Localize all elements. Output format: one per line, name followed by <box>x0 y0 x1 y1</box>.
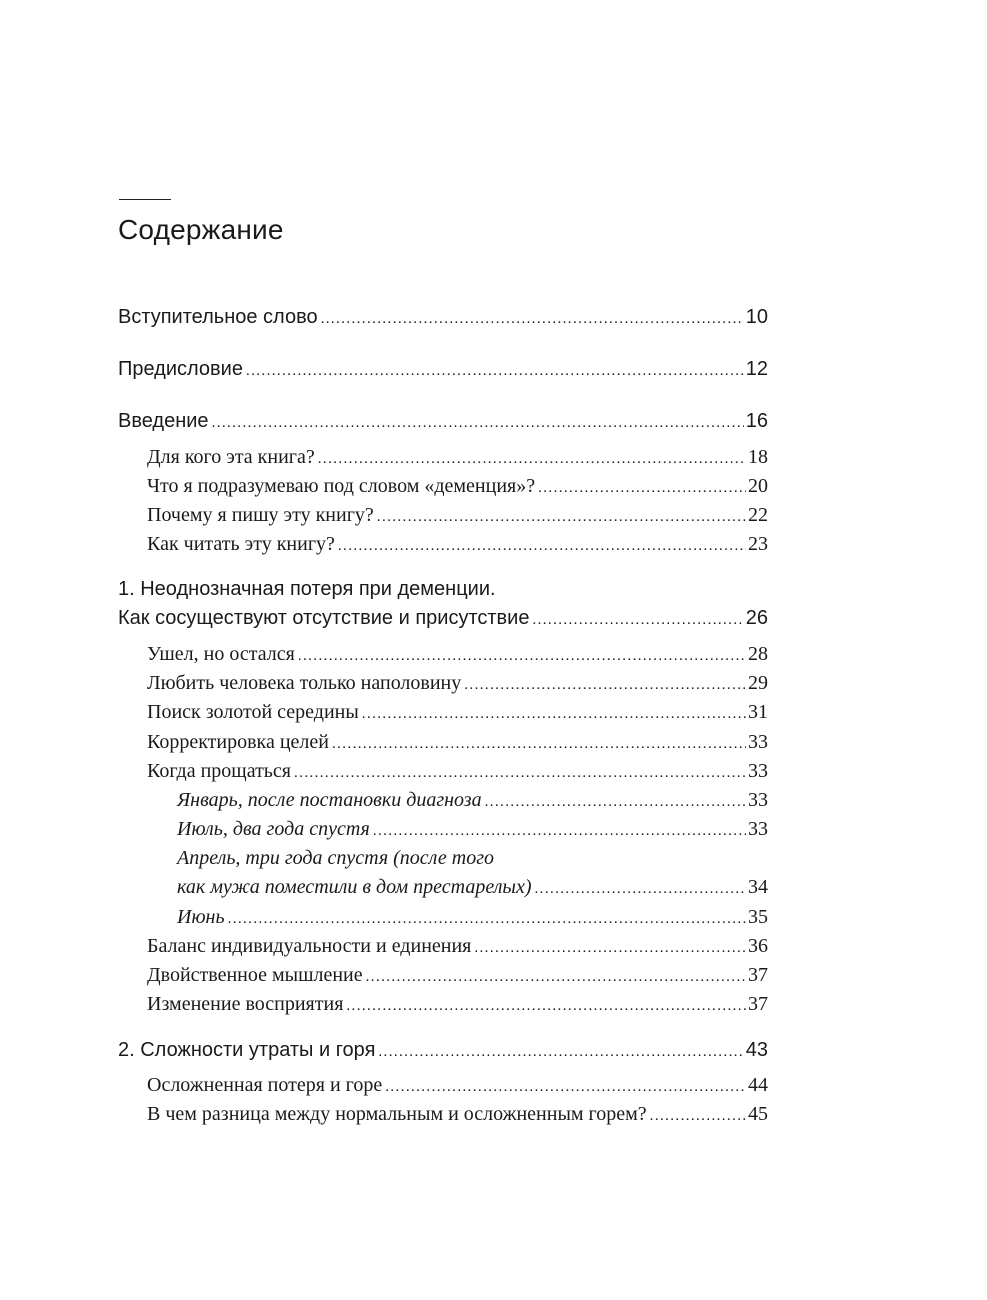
toc-entry-page: 33 <box>748 789 768 811</box>
dot-leader <box>464 671 746 699</box>
dot-leader <box>212 409 744 437</box>
toc-entry-title: Почему я пишу эту книгу? <box>147 504 374 526</box>
toc-subentry[interactable] <box>147 728 768 756</box>
toc-entry-title: как мужа поместили в дом престарелых) <box>177 876 532 898</box>
dot-leader <box>366 963 746 991</box>
toc-subentry[interactable] <box>147 698 768 726</box>
toc-entry-page: 31 <box>748 701 768 723</box>
dot-leader <box>321 305 744 333</box>
toc-entry-page: 18 <box>748 446 768 468</box>
toc-entry-page: 20 <box>748 475 768 497</box>
toc-subentry[interactable] <box>147 961 768 989</box>
dot-leader <box>474 934 746 962</box>
toc-entry-page: 34 <box>748 876 768 898</box>
toc-entry-page: 45 <box>748 1103 768 1125</box>
dot-leader <box>346 992 746 1020</box>
toc-entry-page: 22 <box>748 504 768 526</box>
toc-entry-title: Июнь <box>177 906 225 928</box>
toc-entry-title: Январь, после постановки диагноза <box>177 789 482 811</box>
dot-leader <box>385 1073 746 1101</box>
dot-leader <box>532 606 743 634</box>
toc-subentry[interactable] <box>147 932 768 960</box>
dot-leader <box>228 905 746 933</box>
toc-entry-page: 35 <box>748 906 768 928</box>
dot-leader <box>338 532 746 560</box>
toc-entry-page: 33 <box>748 731 768 753</box>
toc-entry-page: 29 <box>748 672 768 694</box>
toc-entry[interactable] <box>118 1036 768 1064</box>
toc-entry-page: 36 <box>748 935 768 957</box>
toc-entry-page: 33 <box>748 818 768 840</box>
toc-subentry[interactable] <box>147 1100 768 1128</box>
toc-entry-page: 23 <box>748 533 768 555</box>
toc-entry-title: Осложненная потеря и горе <box>147 1074 383 1096</box>
toc-subsubentry[interactable] <box>177 815 768 843</box>
dot-leader <box>298 642 746 670</box>
toc-subentry[interactable] <box>147 669 768 697</box>
toc-subentry[interactable] <box>147 530 768 558</box>
toc-entry-title: Что я подразумеваю под словом «деменция»? <box>147 475 536 497</box>
dot-leader <box>362 700 746 728</box>
toc-entry-page: 16 <box>745 410 768 432</box>
toc-entry-page: 44 <box>748 1074 768 1096</box>
toc-subsubentry[interactable] <box>177 786 768 814</box>
toc-entry-title: В чем разница между нормальным и осложненным горем? <box>147 1103 647 1125</box>
dot-leader <box>650 1102 746 1130</box>
toc-entry-title: Ушел, но остался <box>147 643 295 665</box>
toc-entry-title: Поиск золотой середины <box>147 701 359 723</box>
dot-leader <box>538 474 746 502</box>
toc-subentry[interactable] <box>147 990 768 1018</box>
heading-rule <box>119 199 171 200</box>
toc-subentry[interactable] <box>147 757 768 785</box>
toc-entry-title: Изменение восприятия <box>147 993 344 1015</box>
toc-entry-title: Предисловие <box>118 358 243 380</box>
toc-entry[interactable] <box>118 355 768 383</box>
toc-entry[interactable] <box>118 604 768 632</box>
toc-entry-page: 37 <box>748 964 768 986</box>
dot-leader <box>373 817 746 845</box>
toc-entry-page: 10 <box>745 306 768 328</box>
toc-entry-title: Любить человека только наполовину <box>147 672 462 694</box>
toc-entry-title: Как читать эту книгу? <box>147 533 335 555</box>
toc-subentry[interactable] <box>147 443 768 471</box>
toc-entry-page: 37 <box>748 993 768 1015</box>
toc-entry-page: 43 <box>745 1039 768 1061</box>
toc-entry[interactable] <box>118 303 768 331</box>
toc-entry-title: Введение <box>118 410 209 432</box>
page-title: Содержание <box>118 214 284 245</box>
toc-entry-title: Как сосуществуют отсутствие и присутствие <box>118 607 530 629</box>
toc-entry-title: Корректировка целей <box>147 731 329 753</box>
toc-subentry[interactable] <box>147 640 768 668</box>
toc-subsubentry[interactable] <box>177 873 768 901</box>
dot-leader <box>378 1038 743 1066</box>
toc-entry-page: 12 <box>745 358 768 380</box>
dot-leader <box>246 357 744 385</box>
toc-entry-title: Вступительное слово <box>118 306 318 328</box>
toc-entry-title-line1[interactable]: Апрель, три года спустя (после того <box>177 847 495 869</box>
dot-leader <box>485 788 746 816</box>
toc-entry-page: 28 <box>748 643 768 665</box>
toc-entry-title-line1[interactable]: 1. Неоднозначная потеря при деменции. <box>118 578 496 600</box>
dot-leader <box>535 875 746 903</box>
toc-entry-title: Баланс индивидуальности и единения <box>147 935 472 957</box>
dot-leader <box>294 759 746 787</box>
toc-subentry[interactable] <box>147 501 768 529</box>
toc-entry-title: Двойственное мышление <box>147 964 363 986</box>
toc-subsubentry[interactable] <box>177 903 768 931</box>
dot-leader <box>332 730 746 758</box>
toc-subentry[interactable] <box>147 1071 768 1099</box>
toc-entry-page: 33 <box>748 760 768 782</box>
toc-entry-title: Для кого эта книга? <box>147 446 315 468</box>
toc-entry-page: 26 <box>745 607 768 629</box>
dot-leader <box>318 445 746 473</box>
dot-leader <box>377 503 746 531</box>
toc-entry[interactable] <box>118 407 768 435</box>
toc-entry-title: Когда прощаться <box>147 760 292 782</box>
toc-entry-title: Июль, два года спустя <box>177 818 370 840</box>
toc-entry-title: 2. Сложности утраты и горя <box>118 1039 376 1061</box>
toc-subentry[interactable] <box>147 472 768 500</box>
